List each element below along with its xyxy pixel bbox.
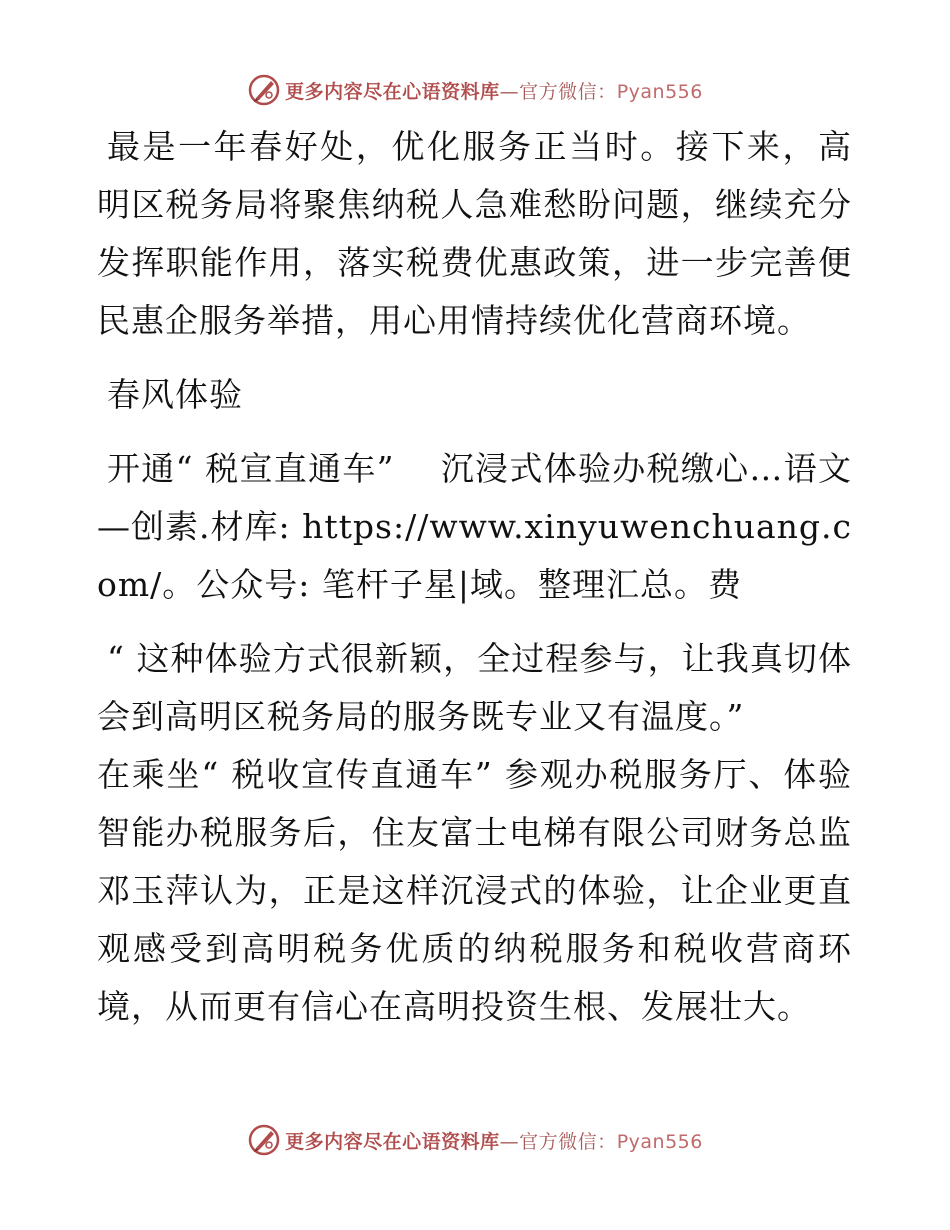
banner-wechat-id: Pyan556 — [616, 80, 703, 103]
banner-wechat-id: Pyan556 — [616, 1130, 703, 1153]
document-body — [97, 118, 852, 1036]
paragraph-tax-bus: 开通“ 税宣直通车” 沉浸式体验办税缴心…语文—创素.材库: https://www.xinyuwenchuang.com/。公众号: 笔杆子星|域。整理汇总。费 — [97, 449, 852, 604]
paragraph-outlook: 最是一年春好处，优化服务正当时。接下来，高明区税务局将聚焦纳税人急难愁盼问题，继续充分发挥职能作用，落实税费优惠政策，进一步完善便民惠企服务举措，用心用情持续优化营商环境。 — [97, 127, 852, 340]
quill-pen-logo-icon — [247, 73, 281, 107]
section-heading: 春风体验 — [107, 375, 243, 414]
footer-banner — [0, 1120, 950, 1160]
banner-text — [285, 1127, 703, 1154]
banner-suffix: 官方微信： — [519, 80, 617, 103]
banner-main-text: 更多内容尽在心语资料库 — [285, 1130, 500, 1153]
banner-suffix: 官方微信： — [519, 1130, 617, 1153]
banner-main-text: 更多内容尽在心语资料库 — [285, 80, 500, 103]
header-banner — [0, 70, 950, 110]
paragraph-experience: 在乘坐“ 税收宣传直通车” 参观办税服务厅、体验智能办税服务后，住友富士电梯有限公司财务总监邓玉萍认为，正是这样沉浸式的体验，让企业更直观感受到高明税务优质的纳税服务和税收营商环境，从而更有信心在高明投资生根、发展壮大。 — [97, 755, 852, 1026]
banner-text — [285, 77, 703, 104]
banner-dash: — — [499, 80, 520, 103]
quill-pen-logo-icon — [247, 1123, 281, 1157]
paragraph-quote: “ 这种体验方式很新颖，全过程参与，让我真切体会到高明区税务局的服务既专业又有温度。” — [97, 639, 852, 736]
banner-dash: — — [499, 1130, 520, 1153]
